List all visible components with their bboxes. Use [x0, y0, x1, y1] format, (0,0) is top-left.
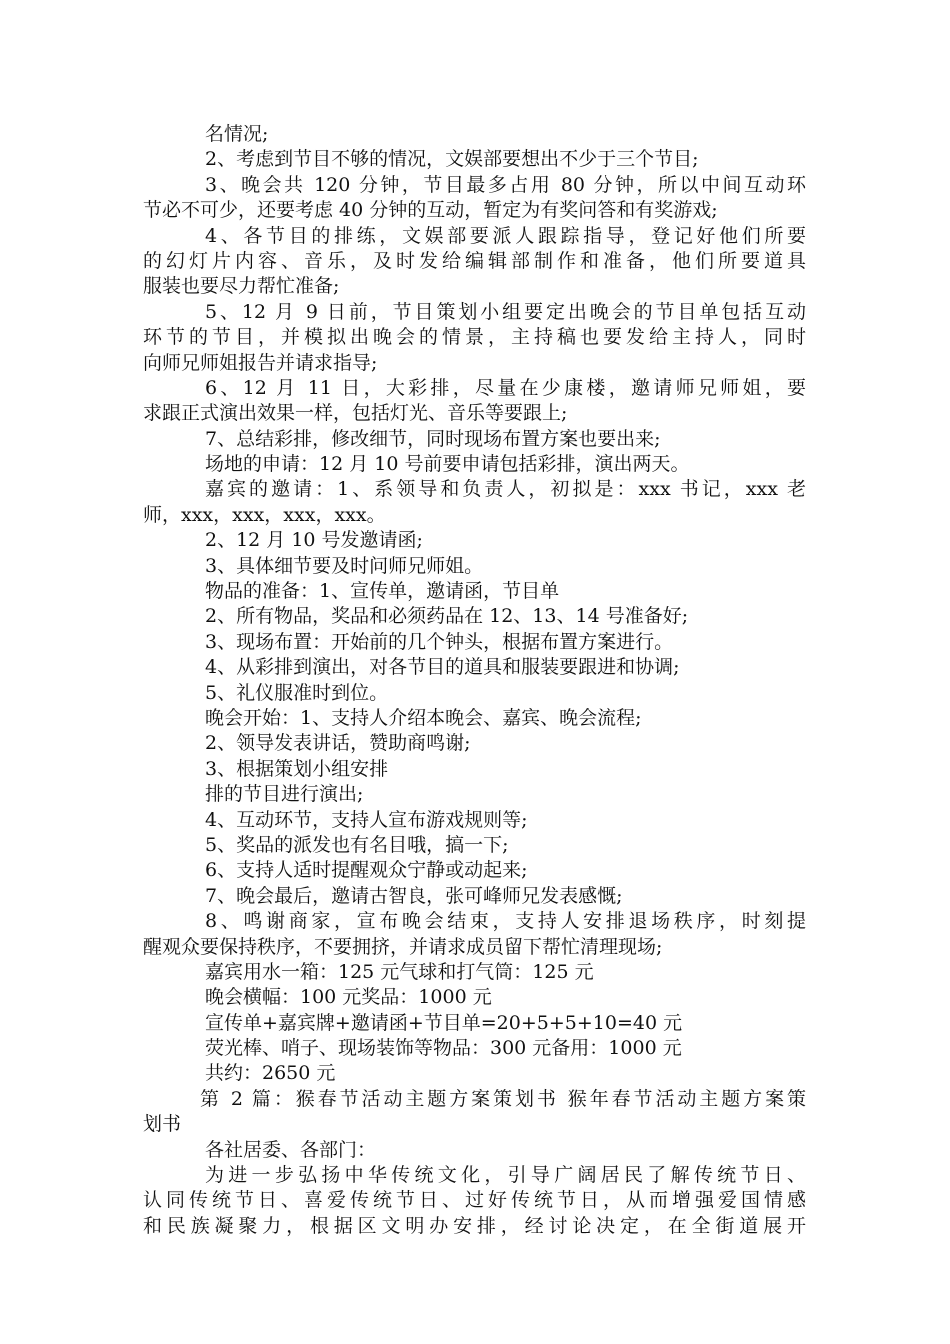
- text-line: 宣传单+嘉宾牌+邀请函+节目单=20+5+5+10=40 元: [205, 1011, 683, 1034]
- text-line: 名情况;: [205, 123, 269, 145]
- document-body: [143, 122, 806, 1239]
- text-line: 第 2 篇：猴春节活动主题方案策划书 猴年春节活动主题方案策: [200, 1087, 806, 1110]
- text-line: 服装也要尽力帮忙准备;: [143, 275, 340, 298]
- text-line: 4、从彩排到演出，对各节目的道具和服装要跟进和协调;: [205, 656, 680, 679]
- text-line: 晚会开始：1、支持人介绍本晚会、嘉宾、晚会流程;: [205, 706, 642, 729]
- text-line: 2、考虑到节目不够的情况，文娱部要想出不少于三个节目;: [205, 148, 699, 171]
- text-line: 6、12 月 11 日，大彩排，尽量在少康楼，邀请师兄师姐，要: [205, 376, 806, 399]
- text-line: 5、奖品的派发也有名目哦，搞一下;: [205, 833, 509, 856]
- text-line: 2、领导发表讲话，赞助商鸣谢;: [205, 732, 471, 755]
- text-line: 认同传统节日、喜爱传统节日、过好传统节日，从而增强爱国情感: [143, 1189, 806, 1212]
- text-line: 划书: [143, 1113, 182, 1136]
- text-line: 嘉宾用水一箱：125 元气球和打气筒：125 元: [205, 960, 594, 983]
- text-line: 各社居委、各部门：: [205, 1138, 377, 1161]
- text-line: 2、12 月 10 号发邀请函;: [205, 529, 423, 552]
- text-line: 2、所有物品，奖品和必须药品在 12、13、14 号准备好;: [205, 605, 689, 628]
- text-line: 3、根据策划小组安排: [205, 757, 389, 780]
- text-line: 3、晚会共 120 分钟，节目最多占用 80 分钟，所以中间互动环: [205, 173, 806, 196]
- text-line: 5、礼仪服准时到位。: [205, 681, 389, 704]
- text-line: 荧光棒、哨子、现场装饰等物品：300 元备用：1000 元: [205, 1037, 682, 1060]
- text-line: 嘉宾的邀请：1、系领导和负责人，初拟是：xxx 书记，xxx 老: [205, 478, 806, 501]
- text-line: 场地的申请：12 月 10 号前要申请包括彩排，演出两天。: [205, 453, 690, 476]
- text-line: 物品的准备：1、宣传单，邀请函，节目单: [205, 580, 560, 603]
- text-line: 7、总结彩排，修改细节，同时现场布置方案也要出来;: [205, 427, 661, 450]
- text-line: 醒观众要保持秩序，不要拥挤，并请求成员留下帮忙清理现场;: [143, 935, 663, 958]
- text-line: 8、鸣谢商家，宣布晚会结束，支持人安排退场秩序，时刻提: [205, 910, 806, 933]
- text-line: 4、各节目的排练，文娱部要派人跟踪指导，登记好他们所要: [205, 224, 806, 247]
- text-line: 的幻灯片内容、音乐，及时发给编辑部制作和准备，他们所要道具: [143, 249, 806, 272]
- text-line: 共约：2650 元: [205, 1062, 336, 1085]
- text-line: 3、现场布置：开始前的几个钟头，根据布置方案进行。: [205, 630, 674, 653]
- text-line: 晚会横幅：100 元奖品：1000 元: [205, 986, 492, 1009]
- text-line: 7、晚会最后，邀请古智良，张可峰师兄发表感慨;: [205, 884, 623, 907]
- text-line: 4、互动环节，支持人宣布游戏规则等;: [205, 808, 528, 831]
- text-line: 排的节目进行演出;: [205, 783, 364, 806]
- text-line: 师，xxx，xxx，xxx，xxx。: [143, 503, 386, 526]
- text-line: 为进一步弘扬中华传统文化，引导广阔居民了解传统节日、: [205, 1164, 806, 1187]
- text-line: 5、12 月 9 日前，节目策划小组要定出晚会的节目单包括互动: [205, 300, 806, 323]
- text-line: 6、支持人适时提醒观众宁静或动起来;: [205, 859, 528, 882]
- text-line: 求跟正式演出效果一样，包括灯光、音乐等要跟上;: [143, 402, 568, 425]
- text-line: 环节的节目，并模拟出晚会的情景，主持稿也要发给主持人，同时: [143, 326, 806, 349]
- text-line: 向师兄师姐报告并请求指导;: [143, 351, 378, 374]
- text-line: 3、具体细节要及时问师兄师姐。: [205, 554, 484, 577]
- text-line: 和民族凝聚力，根据区文明办安排，经讨论决定，在全街道展开: [143, 1214, 806, 1237]
- text-line: 节必不可少，还要考虑 40 分钟的互动，暂定为有奖问答和有奖游戏;: [143, 199, 718, 222]
